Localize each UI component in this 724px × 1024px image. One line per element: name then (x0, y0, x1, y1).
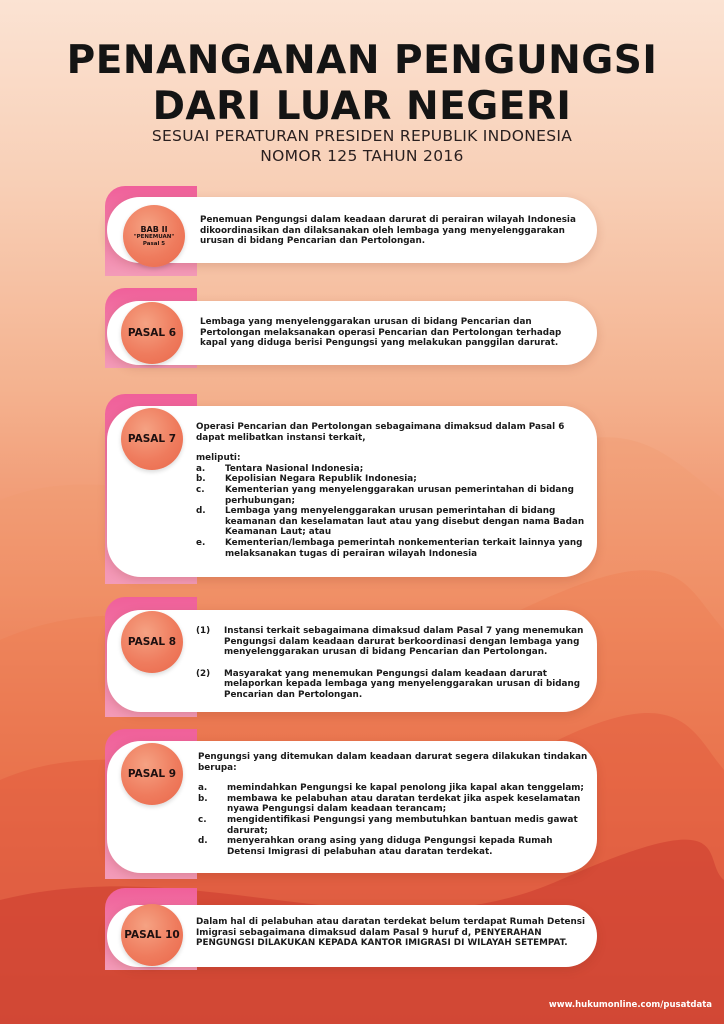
pasal7-meliputi: meliputi: (196, 453, 241, 464)
title-line-1: PENANGANAN PENGUNGSI (66, 38, 658, 83)
page-subtitle (0, 126, 724, 166)
list-marker: b. (196, 474, 206, 485)
list-marker: e. (196, 537, 206, 548)
list-text: Kementerian yang menyelenggarakan urusan pemerintahan di bidang perhubungan; (225, 484, 574, 506)
list-text: menyerahkan orang asing yang diduga Pengungsi kepada Rumah Detensi Imigrasi di pelabuhan atau daratan terdekat. (227, 836, 553, 857)
list-text: Kementerian/lembaga pemerintah nonkementerian terkait lainnya yang melaksanakan tugas di perairan wilayah Indonesia (225, 537, 583, 559)
list-item (198, 783, 588, 794)
list-text: mengidentifikasi Pengungsi yang membutuhkan bantuan medis gawat darurat; (227, 814, 578, 836)
list-item (196, 485, 588, 506)
badge-pasal6-label: PASAL 6 (127, 327, 177, 339)
pasal8-content (196, 626, 588, 701)
badge-bab2-pasal: Pasal 5 (142, 240, 166, 247)
title-line-2: DARI LUAR NEGERI (152, 84, 572, 129)
badge-pasal10 (121, 904, 183, 966)
page-title (0, 38, 724, 130)
list-text: Kepolisian Negara Republik Indonesia; (225, 474, 417, 485)
list-item (196, 506, 588, 538)
list-marker: d. (196, 506, 206, 517)
list-text: membawa ke pelabuhan atau daratan terdekat jika aspek keselamatan nyawa Pengungsi dalam keadaan terancam; (227, 793, 581, 815)
pasal9-intro: Pengungsi yang ditemukan dalam keadaan darurat segera dilakukan tindakan berupa: (198, 752, 588, 773)
pasal9-content (198, 752, 588, 857)
footer-source: www.hukumonline.com/pusatdata (548, 1000, 712, 1010)
badge-bab2-sublabel: "PENEMUAN" (133, 233, 175, 240)
subtitle-line-1: SESUAI PERATURAN PRESIDEN REPUBLIK INDONESIA (151, 127, 573, 145)
badge-pasal7-label: PASAL 7 (127, 433, 177, 445)
list-marker: (1) (196, 626, 211, 636)
badge-pasal7 (121, 408, 183, 470)
pasal10-emphasis: PENYERAHAN PENGUNGSI DILAKUKAN KEPADA KANTOR IMIGRASI DI WILAYAH SETEMPAT. (196, 927, 568, 949)
badge-pasal9-label: PASAL 9 (127, 768, 177, 780)
list-item (198, 794, 588, 815)
pasal10-content (196, 917, 588, 949)
badge-pasal6 (121, 302, 183, 364)
list-text: Lembaga yang menyelenggarakan urusan pemerintahan di bidang keamanan dan keselamatan laut atau yang disebut dengan nama Badan Keamanan Laut; atau (225, 506, 585, 538)
list-item (196, 626, 588, 658)
list-item (196, 669, 588, 701)
list-item (196, 538, 588, 559)
badge-bab2 (123, 205, 185, 267)
list-marker: a. (196, 463, 206, 474)
badge-pasal10-label: PASAL 10 (124, 929, 180, 941)
pasal10-text: Dalam hal di pelabuhan atau daratan terdekat belum terdapat Rumah Detensi Imigrasi sebagaimana dimaksud dalam Pasal 9 huruf d, (196, 917, 586, 938)
list-text: Tentara Nasional Indonesia; (225, 463, 364, 474)
list-text: Instansi terkait sebagaimana dimaksud dalam Pasal 7 yang menemukan Pengungsi dalam keadaan darurat berkoordinasi dengan lembaga yang menyelenggarakan urusan di bidang Pencarian dan Pertolongan. (224, 626, 584, 658)
bab2-text: Penemuan Pengungsi dalam keadaan darurat di perairan wilayah Indonesia dikoordinasikan dan dilaksanakan oleh lembaga yang menyelenggarakan urusan di bidang Pencarian dan Pertolongan. (200, 215, 576, 247)
badge-pasal8 (121, 611, 183, 673)
list-item (196, 474, 588, 485)
list-marker: c. (196, 484, 205, 495)
list-marker: c. (198, 814, 207, 825)
badge-bab2-label: BAB II (140, 224, 168, 234)
pasal7-content (196, 422, 588, 559)
list-text: memindahkan Pengungsi ke kapal penolong jika kapal akan tenggelam; (227, 783, 584, 794)
pasal7-intro: Operasi Pencarian dan Pertolongan sebagaimana dimaksud dalam Pasal 6 dapat melibatkan instansi terkait, (196, 422, 565, 443)
badge-pasal8-label: PASAL 8 (127, 636, 177, 648)
list-item (198, 836, 588, 857)
list-marker: (2) (196, 668, 211, 679)
list-marker: d. (198, 836, 208, 847)
list-text: Masyarakat yang menemukan Pengungsi dalam keadaan darurat melaporkan kepada lembaga yang menyelenggarakan urusan di bidang Pencarian dan Pertolongan. (224, 668, 581, 700)
list-item (198, 815, 588, 836)
list-marker: b. (198, 793, 208, 804)
list-item (196, 464, 588, 475)
list-marker: a. (198, 783, 208, 794)
subtitle-line-2: NOMOR 125 TAHUN 2016 (260, 147, 464, 165)
badge-pasal9 (121, 743, 183, 805)
pasal6-text: Lembaga yang menyelenggarakan urusan di bidang Pencarian dan Pertolongan melaksanakan operasi Pencarian dan Pertolongan terhadap kapal yang diduga berisi Pengungsi yang melakukan panggilan darurat. (200, 317, 562, 349)
